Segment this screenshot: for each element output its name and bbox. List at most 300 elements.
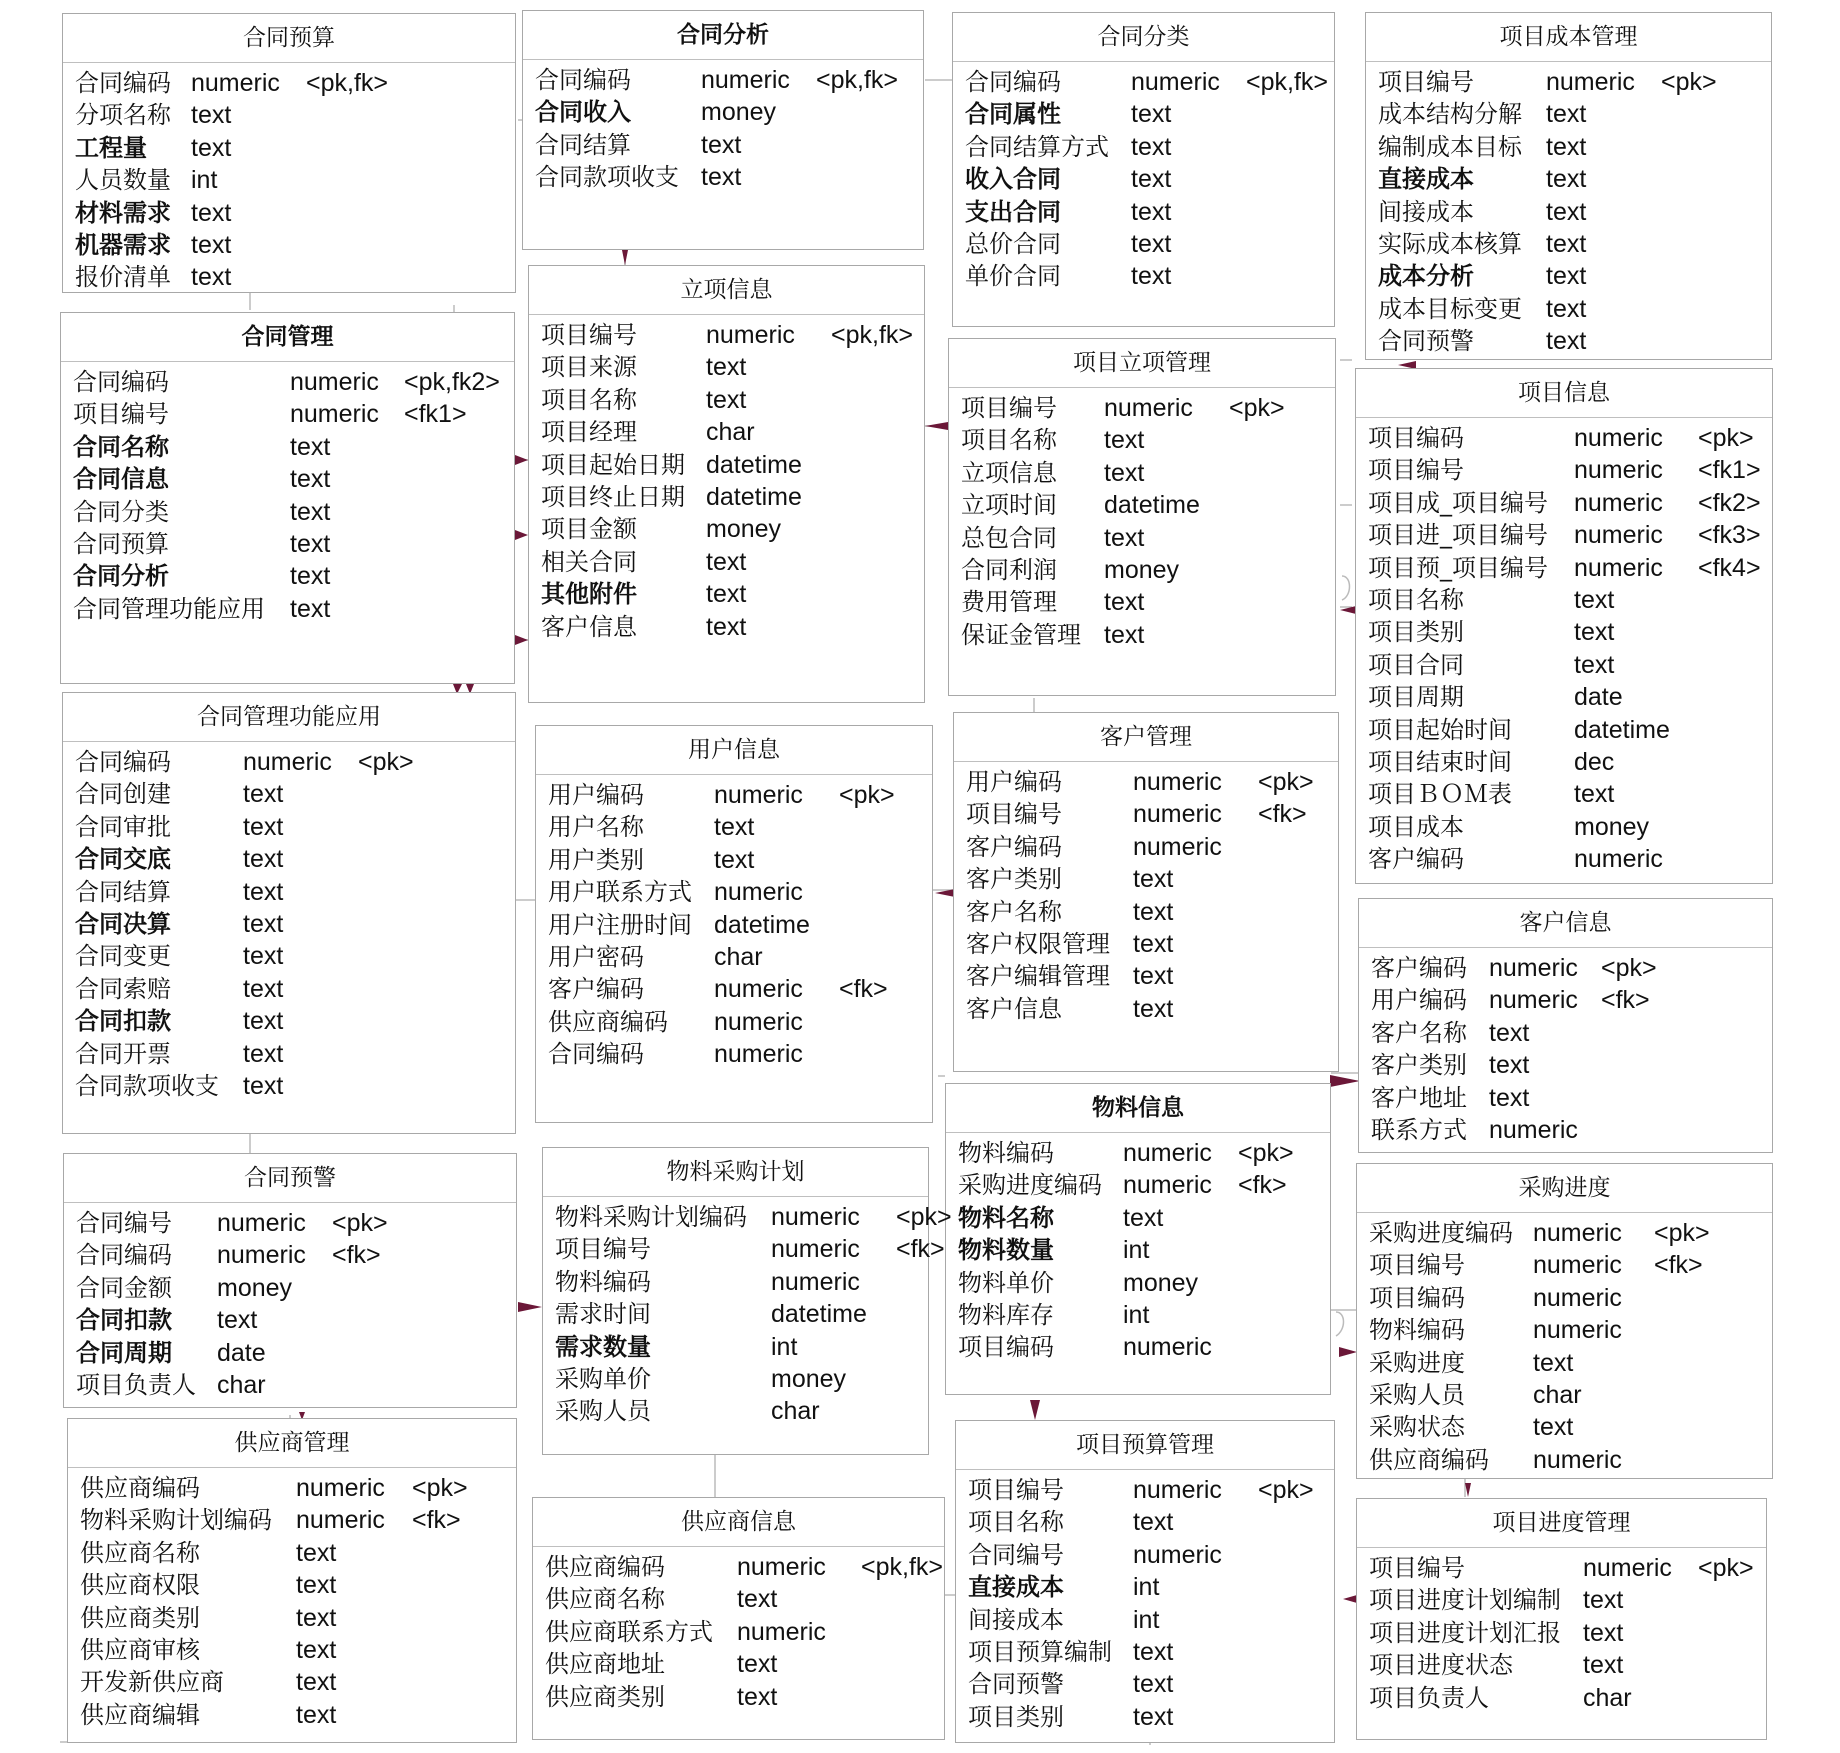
attribute-name: 单价合同 <box>965 262 1061 291</box>
attribute-row <box>61 593 514 625</box>
attribute-row <box>954 896 1338 928</box>
attribute-name: 供应商编码 <box>1369 1445 1489 1474</box>
attribute-name: 用户编码 <box>548 781 644 809</box>
entity-table <box>952 12 1335 327</box>
attribute-name: 客户类别 <box>1371 1051 1467 1080</box>
connector-arrow <box>1465 1483 1471 1497</box>
attribute-name: 项目编号 <box>1378 68 1474 96</box>
attribute-name: 供应商权限 <box>80 1571 200 1600</box>
attribute-name: 项目编号 <box>961 394 1057 422</box>
attribute-type: text <box>243 909 284 938</box>
attribute-type: money <box>701 98 777 127</box>
attribute-name: 费用管理 <box>961 588 1057 617</box>
attribute-row <box>68 1699 516 1731</box>
attribute-row <box>953 131 1334 163</box>
attribute-row <box>63 1038 515 1070</box>
attribute-name: 客户编码 <box>1368 845 1464 874</box>
attribute-type: numeric <box>706 321 795 349</box>
attribute-name: 项目编号 <box>968 1476 1064 1504</box>
attribute-name: 供应商编码 <box>548 1007 668 1036</box>
attribute-name: 项目预_项目编号 <box>1368 553 1548 582</box>
attribute-type: text <box>243 877 284 906</box>
entity-attributes <box>953 62 1334 293</box>
connector-curve <box>1342 576 1350 600</box>
attribute-type: text <box>1574 780 1615 809</box>
attribute-row <box>1356 714 1772 746</box>
attribute-key: <pk> <box>358 748 414 776</box>
attribute-row <box>1357 1552 1766 1584</box>
attribute-key: <fk> <box>1601 986 1650 1015</box>
attribute-row <box>529 416 924 448</box>
attribute-name: 合同创建 <box>75 780 171 809</box>
attribute-row <box>1359 1049 1772 1081</box>
attribute-type: text <box>243 1071 284 1100</box>
entity-title: 项目信息 <box>1356 369 1772 418</box>
attribute-type: numeric <box>737 1617 826 1646</box>
attribute-type: numeric <box>1533 1316 1622 1345</box>
attribute-type: int <box>1123 1300 1150 1329</box>
attribute-type: numeric <box>1489 986 1578 1015</box>
attribute-row <box>946 1331 1330 1363</box>
attribute-name: 项目金额 <box>541 515 637 544</box>
attribute-row <box>956 1506 1334 1538</box>
attribute-row <box>533 1681 944 1713</box>
entity-attributes <box>63 63 515 294</box>
attribute-row <box>1356 649 1772 681</box>
attribute-name: 合同决算 <box>75 909 171 938</box>
attribute-name: 合同款项收支 <box>535 163 679 192</box>
attribute-type: numeric <box>714 781 803 809</box>
attribute-name: 项目类别 <box>968 1702 1064 1731</box>
attribute-type: text <box>1583 1586 1624 1615</box>
attribute-row <box>529 351 924 383</box>
attribute-type: numeric <box>1133 1540 1222 1569</box>
attribute-type: text <box>1104 588 1145 617</box>
attribute-type: text <box>1546 294 1587 323</box>
attribute-row <box>63 746 515 778</box>
attribute-name: 合同名称 <box>73 432 169 461</box>
attribute-name: 开发新供应商 <box>80 1668 224 1697</box>
attribute-name: 客户编码 <box>548 975 644 1004</box>
attribute-row <box>1357 1617 1766 1649</box>
attribute-type: text <box>1546 327 1587 356</box>
attribute-key: <fk2> <box>1698 488 1761 517</box>
attribute-type: text <box>191 133 232 162</box>
attribute-type: date <box>217 1338 266 1367</box>
attribute-name: 合同扣款 <box>76 1306 172 1335</box>
attribute-type: numeric <box>243 748 332 776</box>
attribute-row <box>63 1005 515 1037</box>
connector-arrow <box>925 422 948 430</box>
attribute-row <box>63 229 515 261</box>
attribute-type: text <box>290 529 331 558</box>
entity-attributes <box>1359 948 1772 1146</box>
attribute-row <box>68 1472 516 1504</box>
attribute-row <box>954 798 1338 830</box>
attribute-key: <fk> <box>1238 1171 1287 1200</box>
attribute-name: 项目名称 <box>541 385 637 414</box>
attribute-name: 合同编码 <box>75 748 171 776</box>
attribute-name: 客户编码 <box>1371 954 1467 982</box>
attribute-name: 物料数量 <box>958 1236 1054 1265</box>
attribute-name: 物料名称 <box>958 1203 1054 1232</box>
attribute-name: 合同信息 <box>73 465 169 494</box>
entity-attributes <box>61 362 514 625</box>
attribute-name: 项目终止日期 <box>541 482 685 511</box>
attribute-name: 人员数量 <box>75 166 171 195</box>
attribute-row <box>523 129 923 161</box>
connector-arrow <box>1030 1400 1040 1420</box>
attribute-name: 合同扣款 <box>75 1007 171 1036</box>
attribute-name: 合同编码 <box>75 69 171 97</box>
attribute-name: 供应商名称 <box>80 1538 200 1567</box>
connector-arrow <box>1339 1347 1357 1357</box>
attribute-type: numeric <box>1533 1445 1622 1474</box>
attribute-name: 保证金管理 <box>961 620 1081 649</box>
attribute-name: 项目负责人 <box>1369 1683 1489 1712</box>
attribute-type: text <box>1131 229 1172 258</box>
attribute-row <box>61 366 514 398</box>
attribute-row <box>529 449 924 481</box>
entity-table <box>1356 1163 1773 1479</box>
attribute-type: text <box>290 594 331 623</box>
attribute-name: 物料编码 <box>555 1267 651 1296</box>
entity-attributes <box>954 762 1338 1025</box>
attribute-row <box>1359 1017 1772 1049</box>
attribute-name: 直接成本 <box>1378 165 1474 194</box>
connector-curve <box>1336 1312 1344 1336</box>
entity-attributes <box>949 388 1335 651</box>
attribute-type: char <box>217 1370 266 1399</box>
attribute-row <box>953 66 1334 98</box>
attribute-row <box>536 844 932 876</box>
attribute-type: char <box>706 418 755 447</box>
attribute-type: text <box>1133 929 1174 958</box>
attribute-row <box>953 98 1334 130</box>
attribute-row <box>533 1583 944 1615</box>
attribute-name: 合同开票 <box>75 1039 171 1068</box>
attribute-row <box>1356 681 1772 713</box>
attribute-type: int <box>1133 1573 1160 1602</box>
attribute-name: 用户联系方式 <box>548 878 692 907</box>
attribute-row <box>954 960 1338 992</box>
attribute-type: text <box>1546 197 1587 226</box>
attribute-name: 物料单价 <box>958 1268 1054 1297</box>
attribute-name: 合同结算 <box>75 877 171 906</box>
attribute-row <box>1356 778 1772 810</box>
attribute-key: <pk> <box>896 1203 952 1231</box>
attribute-row <box>1366 196 1771 228</box>
attribute-type: numeric <box>1583 1554 1672 1582</box>
attribute-name: 采购人员 <box>555 1397 651 1426</box>
attribute-type: text <box>706 385 747 414</box>
attribute-name: 报价清单 <box>75 263 171 292</box>
attribute-name: 其他附件 <box>541 580 637 609</box>
attribute-row <box>543 1298 928 1330</box>
attribute-row <box>63 908 515 940</box>
attribute-name: 合同结算方式 <box>965 132 1109 161</box>
attribute-name: 立项时间 <box>961 491 1057 520</box>
attribute-name: 供应商联系方式 <box>545 1617 713 1646</box>
attribute-row <box>68 1666 516 1698</box>
attribute-name: 客户权限管理 <box>966 929 1110 958</box>
entity-title: 项目立项管理 <box>949 339 1335 388</box>
attribute-row <box>954 831 1338 863</box>
attribute-name: 项目编号 <box>1369 1251 1465 1280</box>
attribute-type: text <box>1133 865 1174 894</box>
attribute-name: 合同编码 <box>965 68 1061 96</box>
attribute-key: <pk,fk> <box>816 66 898 94</box>
entity-attributes <box>68 1468 516 1731</box>
attribute-type: text <box>243 1039 284 1068</box>
attribute-type: numeric <box>1123 1333 1212 1362</box>
attribute-type: text <box>296 1571 337 1600</box>
attribute-row <box>533 1551 944 1583</box>
attribute-type: text <box>701 163 742 192</box>
attribute-name: 项目起始时间 <box>1368 715 1512 744</box>
attribute-name: 合同预警 <box>1378 327 1474 356</box>
attribute-type: numeric <box>1533 1251 1622 1280</box>
attribute-type: text <box>296 1668 337 1697</box>
attribute-type: text <box>243 812 284 841</box>
attribute-type: numeric <box>771 1235 860 1264</box>
attribute-row <box>949 586 1335 618</box>
attribute-type: text <box>1133 897 1174 926</box>
entity-table <box>67 1418 517 1743</box>
attribute-name: 用户密码 <box>548 942 644 971</box>
attribute-type: text <box>243 780 284 809</box>
attribute-name: 合同编码 <box>548 1040 644 1069</box>
attribute-type: numeric <box>1133 832 1222 861</box>
attribute-row <box>533 1648 944 1680</box>
attribute-name: 物料编码 <box>958 1139 1054 1167</box>
attribute-name: 项目负责人 <box>76 1370 196 1399</box>
entity-table <box>542 1147 952 1455</box>
attribute-name: 项目成本 <box>1368 812 1464 841</box>
attribute-row <box>533 1616 944 1648</box>
entity-title: 客户管理 <box>954 713 1338 762</box>
entity-attributes <box>523 60 923 194</box>
attribute-name: 合同编号 <box>968 1540 1064 1569</box>
entity-title: 项目进度管理 <box>1357 1499 1766 1548</box>
attribute-row <box>64 1337 516 1369</box>
attribute-type: numeric <box>1533 1219 1622 1247</box>
attribute-row <box>949 392 1335 424</box>
attribute-row <box>1356 519 1772 551</box>
entity-attributes <box>1357 1213 1772 1476</box>
attribute-name: 项目进度计划汇报 <box>1369 1618 1561 1647</box>
attribute-row <box>1366 66 1771 98</box>
attribute-name: 合同索赔 <box>75 974 171 1003</box>
attribute-row <box>949 457 1335 489</box>
attribute-row <box>1356 422 1772 454</box>
attribute-key: <pk> <box>1258 1476 1314 1504</box>
attribute-type: text <box>1489 1018 1530 1047</box>
attribute-row <box>529 546 924 578</box>
attribute-key: <fk3> <box>1698 521 1761 550</box>
attribute-type: int <box>1123 1236 1150 1265</box>
attribute-type: datetime <box>1104 491 1200 520</box>
attribute-name: 供应商编辑 <box>80 1700 200 1729</box>
attribute-row <box>61 560 514 592</box>
attribute-type: text <box>714 845 755 874</box>
attribute-type: numeric <box>771 1203 860 1231</box>
attribute-name: 项目来源 <box>541 353 637 382</box>
attribute-name: 物料编码 <box>1369 1316 1465 1345</box>
attribute-name: 合同金额 <box>76 1273 172 1302</box>
attribute-type: text <box>1104 523 1145 552</box>
connector-arrow <box>1330 1075 1360 1087</box>
attribute-name: 项目编号 <box>1369 1554 1465 1582</box>
attribute-row <box>1356 616 1772 648</box>
attribute-row <box>949 619 1335 651</box>
attribute-type: text <box>296 1603 337 1632</box>
attribute-row <box>953 228 1334 260</box>
attribute-key: <pk,fk> <box>861 1553 943 1581</box>
attribute-row <box>1366 260 1771 292</box>
attribute-row <box>954 993 1338 1025</box>
attribute-row <box>543 1331 928 1363</box>
attribute-name: 采购人员 <box>1369 1380 1465 1409</box>
attribute-row <box>63 843 515 875</box>
attribute-type: numeric <box>1574 521 1663 550</box>
attribute-key: <fk> <box>1258 800 1307 829</box>
attribute-name: 项目类别 <box>1368 618 1464 647</box>
entity-attributes <box>1366 62 1771 358</box>
connector-arrow <box>518 1302 542 1312</box>
attribute-key: <pk> <box>1698 1554 1754 1582</box>
attribute-key: <fk> <box>412 1506 461 1535</box>
attribute-type: numeric <box>1546 68 1635 96</box>
entity-attributes <box>64 1203 516 1401</box>
attribute-row <box>953 196 1334 228</box>
attribute-type: money <box>706 515 782 544</box>
attribute-row <box>63 132 515 164</box>
attribute-type: int <box>191 166 218 195</box>
entity-table <box>1355 368 1773 884</box>
attribute-name: 客户信息 <box>966 994 1062 1023</box>
attribute-type: text <box>296 1700 337 1729</box>
attribute-type: text <box>1133 1702 1174 1731</box>
entity-table <box>535 725 933 1123</box>
attribute-row <box>63 164 515 196</box>
attribute-key: <pk,fk> <box>1246 68 1328 96</box>
attribute-name: 采购状态 <box>1369 1413 1465 1442</box>
attribute-row <box>1357 1379 1772 1411</box>
attribute-type: text <box>737 1585 778 1614</box>
attribute-type: text <box>290 562 331 591</box>
attribute-name: 采购单价 <box>555 1364 651 1393</box>
attribute-type: numeric <box>714 1040 803 1069</box>
attribute-name: 项目预算编制 <box>968 1637 1112 1666</box>
entity-attributes <box>1356 418 1772 875</box>
entity-title: 客户信息 <box>1359 899 1772 948</box>
attribute-row <box>1356 584 1772 616</box>
attribute-name: 收入合同 <box>965 165 1061 194</box>
attribute-name: 供应商编码 <box>80 1474 200 1502</box>
attribute-type: text <box>243 942 284 971</box>
attribute-row <box>529 578 924 610</box>
attribute-row <box>1359 1082 1772 1114</box>
attribute-row <box>543 1395 928 1427</box>
attribute-row <box>1366 293 1771 325</box>
attribute-row <box>61 528 514 560</box>
attribute-row <box>956 1636 1334 1668</box>
attribute-row <box>1357 1682 1766 1714</box>
attribute-name: 合同结算 <box>535 130 631 159</box>
attribute-row <box>946 1299 1330 1331</box>
attribute-name: 合同预算 <box>73 529 169 558</box>
attribute-name: 客户类别 <box>966 865 1062 894</box>
attribute-row <box>956 1701 1334 1733</box>
attribute-row <box>64 1272 516 1304</box>
attribute-row <box>1357 1314 1772 1346</box>
attribute-type: numeric <box>191 69 280 97</box>
attribute-name: 材料需求 <box>75 198 171 227</box>
attribute-row <box>946 1202 1330 1234</box>
attribute-type: text <box>296 1538 337 1567</box>
attribute-row <box>956 1604 1334 1636</box>
attribute-key: <pk> <box>1698 424 1754 452</box>
attribute-row <box>529 513 924 545</box>
attribute-name: 成本目标变更 <box>1378 294 1522 323</box>
attribute-row <box>956 1474 1334 1506</box>
attribute-key: <pk> <box>412 1474 468 1502</box>
attribute-name: 合同编码 <box>73 368 169 396</box>
attribute-name: 用户类别 <box>548 845 644 874</box>
attribute-type: numeric <box>1574 488 1663 517</box>
attribute-row <box>64 1304 516 1336</box>
attribute-row <box>949 554 1335 586</box>
attribute-row <box>63 197 515 229</box>
attribute-name: 合同分类 <box>73 497 169 526</box>
attribute-type: numeric <box>1489 954 1578 982</box>
attribute-type: int <box>1133 1605 1160 1634</box>
attribute-row <box>63 973 515 1005</box>
attribute-name: 用户编码 <box>966 768 1062 796</box>
attribute-type: text <box>243 1007 284 1036</box>
attribute-row <box>1359 952 1772 984</box>
attribute-type: char <box>771 1397 820 1426</box>
entity-title: 项目成本管理 <box>1366 13 1771 62</box>
attribute-type: numeric <box>1133 1476 1222 1504</box>
attribute-name: 供应商审核 <box>80 1635 200 1664</box>
attribute-row <box>63 67 515 99</box>
attribute-type: text <box>191 263 232 292</box>
attribute-row <box>536 1038 932 1070</box>
attribute-type: text <box>706 580 747 609</box>
attribute-type: numeric <box>701 66 790 94</box>
attribute-key: <fk1> <box>1698 456 1761 485</box>
attribute-name: 用户注册时间 <box>548 910 692 939</box>
attribute-name: 物料采购计划编码 <box>555 1203 747 1231</box>
attribute-row <box>956 1539 1334 1571</box>
attribute-type: numeric <box>1123 1171 1212 1200</box>
attribute-row <box>1357 1584 1766 1616</box>
attribute-name: 项目合同 <box>1368 650 1464 679</box>
attribute-row <box>529 319 924 351</box>
attribute-name: 编制成本目标 <box>1378 132 1522 161</box>
attribute-type: text <box>191 230 232 259</box>
attribute-name: 相关合同 <box>541 547 637 576</box>
attribute-type: text <box>1131 132 1172 161</box>
entity-title: 合同预警 <box>64 1154 516 1203</box>
attribute-row <box>949 424 1335 456</box>
attribute-name: 合同编号 <box>76 1209 172 1237</box>
attribute-name: 项目进度计划编制 <box>1369 1586 1561 1615</box>
attribute-row <box>536 876 932 908</box>
attribute-name: 合同审批 <box>75 812 171 841</box>
